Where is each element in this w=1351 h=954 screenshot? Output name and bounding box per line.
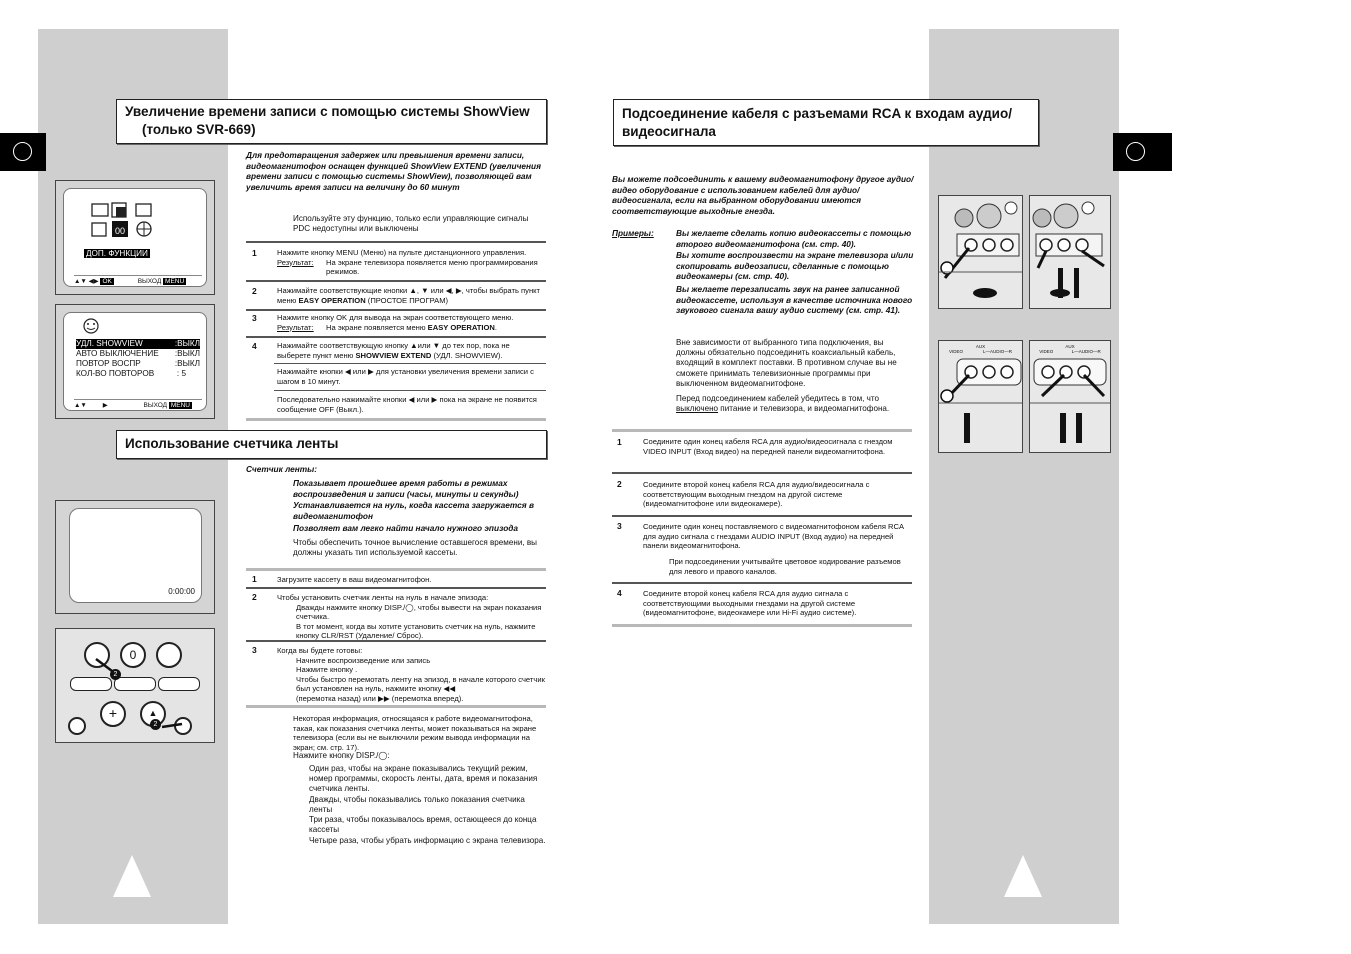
right-triangle-icon bbox=[1004, 855, 1042, 897]
info-item-3: Три раза, чтобы показывалось время, остающееся до конца кассеты bbox=[309, 815, 537, 835]
example-item: Вы хотите воспроизвести на экране телевизора и/или скопировать видеозаписи, сделанные с помощью видеокамеры (см. стр. 40). bbox=[676, 250, 914, 282]
info-item-4: Четыре раза, чтобы убрать информацию с экрана телевизора. bbox=[309, 836, 546, 845]
aux-label: AUX bbox=[975, 344, 986, 349]
title-line-2: (только SVR-669) bbox=[142, 122, 256, 137]
osd-screen-easy-operation bbox=[55, 304, 215, 419]
step-badge: 2 bbox=[150, 719, 161, 730]
step-number: 4 bbox=[617, 588, 622, 598]
exit-label: ВЫХОД bbox=[143, 402, 168, 409]
rca-step-4: Соедините второй конец кабеля RCA для аудио сигнала с соответствующими выходными гнездами на другой системе (видеомагнитофоне, видеокамере или Hi-Fi аудио системе). bbox=[643, 589, 857, 617]
step-4-text: Нажимайте соответствующую кнопку ▲или ▼ до тех пор, пока не выберете пункт меню SHOWVIEW EXTEND (УДЛ. SHOWVIEW). bbox=[277, 341, 510, 360]
tv-counter-screen bbox=[55, 500, 215, 614]
right-language-tab bbox=[1113, 133, 1172, 171]
examples-label: Примеры: bbox=[612, 228, 654, 238]
rear-panel-illustration-1 bbox=[938, 195, 1023, 309]
showview-note: Используйте эту функцию, только если управляющие сигналы PDC недоступны или выключены bbox=[293, 214, 529, 234]
audio-label: L—AUDIO—R bbox=[982, 349, 1012, 354]
remote-illustration bbox=[55, 628, 215, 743]
step-5-text: Нажимайте кнопки ◀ или ▶ для установки увеличения времени записи с шагом в 10 минут. bbox=[277, 367, 534, 386]
menu-row-showview[interactable]: УДЛ. SHOWVIEW :ВЫКЛ bbox=[76, 339, 200, 348]
feature-item: Устанавливается на нуль, когда кассета загружается в видеомагнитофон bbox=[293, 500, 534, 521]
info-press: Нажмите кнопку DISP./◯: bbox=[293, 751, 390, 760]
feature-item: Позволяет вам легко найти начало нужного эпизода bbox=[293, 523, 519, 533]
nav-right-icon: ▶ bbox=[102, 402, 108, 409]
step-number: 4 bbox=[252, 341, 257, 351]
rear-panel-illustration-2 bbox=[1029, 195, 1111, 309]
video-label: VIDEO bbox=[1039, 349, 1054, 354]
step-number: 3 bbox=[252, 313, 257, 323]
front-panel-illustration-1 bbox=[938, 340, 1023, 453]
example-item: Вы желаете сделать копию видеокассеты с помощью второго видеомагнитофона (см. стр. 40). bbox=[676, 228, 912, 249]
tape-counter-title: Использование счетчика ленты bbox=[116, 430, 547, 459]
svg-text:00: 00 bbox=[115, 226, 126, 236]
rca-intro: Вы можете подсоединить к вашему видеомагнитофону другое аудио/ видео оборудование с использованием кабелей для аудио/ видеосигнала, если на выбранном оборудовании имеются соответствующие выходные гнезда. bbox=[612, 174, 914, 216]
counter-step-2: Чтобы установить счетчик ленты на нуль в начале эпизода: Дважды нажмите кнопку DISP./◯, чтобы вывести на экран показания счетчика. В тот момент, когда вы хотите установить счетчик на нуль, нажмите кнопку CLR/RST (Удаление/ Сброс). bbox=[277, 593, 542, 640]
step-number: 1 bbox=[617, 437, 622, 447]
feature-item: Показывает прошедшее время работы в режимах воспроизведения и записи (часы, минуты и секунды) bbox=[293, 478, 519, 499]
nav-up-down-icon: ▲▼ bbox=[74, 402, 87, 409]
menu-badge: MENU bbox=[165, 278, 185, 285]
left-language-tab bbox=[0, 133, 46, 171]
step-1-text: Нажмите кнопку MENU (Меню) на пульте дистанционного управления. Результат: На экране телевизора появляется меню программирования режимов. bbox=[277, 248, 538, 276]
rca-step-3-note: При подсоединении учитывайте цветовое кодирование разъемов для левого и правого каналов. bbox=[669, 557, 901, 576]
example-item: Вы желаете перезаписать звук на ранее записанной видеокассете, используя в качестве источника нового звукового сигнала вашу аудио систему (см. стр. 41). bbox=[676, 284, 913, 316]
right-margin-strip bbox=[929, 29, 1119, 924]
osd-screen-main-menu bbox=[55, 180, 215, 295]
step-3-text: Нажмите кнопку OK для вывода на экран соответствующего меню. Результат: На экране появляется меню EASY OPERATION. bbox=[277, 313, 514, 332]
menu-row-auto-off[interactable]: АВТО ВЫКЛЮЧЕНИЕ :ВЫКЛ bbox=[76, 349, 200, 358]
nav-arrows-icon: ▲▼ ◀▶ bbox=[74, 278, 99, 285]
aux-label: AUX bbox=[1065, 344, 1075, 349]
front-panel-illustration-2 bbox=[1029, 340, 1111, 453]
up-button[interactable]: ▲ bbox=[140, 701, 166, 727]
step-2-text: Нажимайте соответствующие кнопки ▲, ▼ или ◀, ▶, чтобы выбрать пункт меню EASY OPERATION (ПРОСТОЕ ПРОГРАМ) bbox=[277, 286, 541, 305]
exit-label: ВЫХОД bbox=[137, 278, 162, 285]
pointer-lines bbox=[56, 629, 214, 742]
video-label: VIDEO bbox=[948, 349, 963, 354]
counter-display: 0:00:00 bbox=[168, 587, 195, 596]
step-number: 2 bbox=[252, 286, 257, 296]
smiley-icon bbox=[81, 317, 101, 335]
showview-intro: Для предотвращения задержек или превышения времени записи, видеомагнитофон оснащен функцией ShowView EXTEND (увеличения времени записи с помощью системы ShowView), позволяющей вам увеличить время записи на величину до 60 минут bbox=[246, 150, 542, 192]
audio-label: L—AUDIO—R bbox=[1071, 349, 1101, 354]
step-number: 2 bbox=[617, 479, 622, 489]
counter-step-3: Когда вы будете готовы: Начните воспроизведение или запись Нажмите кнопку . Чтобы быстро перемотать ленту на эпизод, в начале которого счетчик был установлен на нуль, нажмите кнопку ◀◀ (перемотка назад) или ▶▶ (перемотка вперед). bbox=[277, 646, 545, 703]
left-margin-strip bbox=[38, 29, 228, 924]
coax-note: Вне зависимости от выбранного типа подключения, вы должны обязательно подсоединить коаксиальный кабель, входящий в комплект поставки. В противном случае вы не сможете принимать телевизионные программы при выключенном видеомагнитофоне. bbox=[676, 338, 897, 388]
info-intro: Некоторая информация, относящаяся к работе видеомагнитофона, такая, как показания счетчика ленты, может показываться на экране телевизора (если вы не выключили режим вывода информации на экран; см. стр. 17). bbox=[293, 714, 537, 752]
rca-connection-title: Подсоединение кабеля с разъемами RCA к входам аудио/ видеосигнала bbox=[613, 99, 1039, 146]
remote-button-zero[interactable]: 0 bbox=[120, 642, 146, 668]
counter-step-1: Загрузите кассету в ваш видеомагнитофон. bbox=[277, 575, 432, 584]
info-item-1: Один раз, чтобы на экране показывались текущий режим, номер программы, скорость ленты, дата, время и показания счетчика ленты. bbox=[309, 764, 538, 794]
plus-button[interactable]: + bbox=[100, 701, 126, 727]
step-number: 3 bbox=[252, 645, 257, 655]
info-item-2: Дважды, чтобы показывались только показания счетчика ленты bbox=[309, 795, 525, 815]
step-number: 2 bbox=[252, 592, 257, 602]
step-number: 1 bbox=[252, 248, 257, 258]
left-triangle-icon bbox=[113, 855, 151, 897]
power-off-note: Перед подсоединением кабелей убедитесь в том, что выключено питание и телевизора, и видеомагнитофона. bbox=[676, 394, 890, 414]
step-6-text: Последовательно нажимайте кнопки ◀ или ▶ пока на экране не появится сообщение OFF (Выкл.). bbox=[277, 395, 537, 414]
menu-row-repeat[interactable]: ПОВТОР ВОСПР :ВЫКЛ bbox=[76, 359, 200, 368]
menu-icons bbox=[64, 189, 206, 249]
step-number: 1 bbox=[252, 574, 257, 584]
circle-icon bbox=[13, 142, 32, 161]
menu-badge: MENU bbox=[170, 402, 190, 409]
cassette-note: Чтобы обеспечить точное вычисление оставшегося времени, вы должны указать тип используемой кассеты. bbox=[293, 538, 537, 558]
menu-row-repeat-count[interactable]: КОЛ-ВО ПОВТОРОВ : 5 bbox=[76, 369, 186, 378]
rca-step-3: Соедините один конец поставляемого с видеомагнитофоном кабеля RCA для аудио сигнала с гнездами AUDIO INPUT (Вход аудио) на передней панели видеомагнитофона. bbox=[643, 522, 904, 550]
step-badge: 2 bbox=[110, 669, 121, 680]
title-line-1: Увеличение времени записи с помощью системы ShowView bbox=[125, 104, 530, 119]
step-number: 3 bbox=[617, 521, 622, 531]
ok-badge: OK bbox=[102, 278, 112, 285]
showview-extend-title bbox=[116, 99, 547, 144]
tape-counter-subtitle: Счетчик ленты: bbox=[246, 464, 318, 474]
menu-selected-label: ДОП. ФУНКЦИИ bbox=[86, 249, 148, 258]
rca-step-1: Соедините один конец кабеля RCA для аудио/видеосигнала с гнездом VIDEO INPUT (Вход видео) на передней панели видеомагнитофона. bbox=[643, 437, 893, 456]
circle-icon bbox=[1126, 142, 1145, 161]
rca-step-2: Соедините второй конец кабеля RCA для аудио/видеосигнала с соответствующим выходным гнездом на другой системе (видеомагнитофоне или видеокамере). bbox=[643, 480, 870, 508]
